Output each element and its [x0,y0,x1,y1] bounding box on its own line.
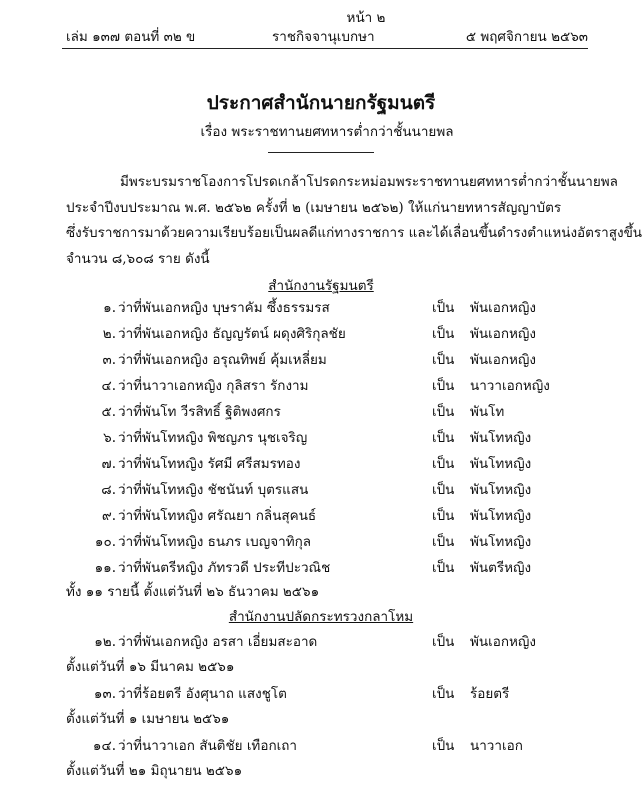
list-item [0,400,642,420]
list-item [0,682,642,702]
entry-rank: ร้อยตรี [470,686,510,702]
entry-number: ๑๔. [92,738,116,754]
entry-number: ๘. [101,482,116,498]
entry-effective-date: ตั้งแต่วันที่ ๑ เมษายน ๒๕๖๑ [66,711,230,727]
entry-rank: นาวาเอก [470,738,523,754]
entry-number: ๑๑. [94,560,116,576]
list-item [0,296,642,316]
entry-name: ว่าที่พันเอกหญิง บุษราคัม ซึ้งธรรมรส [118,300,330,316]
entry-number: ๖. [103,430,116,446]
header-gazette-name: ราชกิจจานุเบกษา [272,29,375,45]
entry-rank: พันเอกหญิง [470,352,537,368]
entry-name: ว่าที่พันโทหญิง ชัชนันท์ บุตรแสน [118,482,309,498]
entry-rank: พันเอกหญิง [470,326,537,342]
paragraph-line: จำนวน ๘,๖๐๘ ราย ดังนี้ [66,250,210,267]
entry-prefix: เป็น [432,686,455,702]
entry-name: ว่าที่นาวาเอก สันติชัย เทือกเถา [118,738,297,754]
entry-name: ว่าที่พันโทหญิง ธนภร เบญจาทิกุล [118,534,312,550]
section-heading: สำนักงานรัฐมนตรี [268,278,374,294]
entry-number: ๕. [101,404,116,420]
document-subject: เรื่อง พระราชทานยศทหารต่ำกว่าชั้นนายพล [200,124,454,140]
entry-prefix: เป็น [432,482,455,498]
page-number: หน้า ๒ [346,10,386,26]
entry-name: ว่าที่พันโทหญิง พิชญภร นุชเจริญ [118,430,308,446]
entry-rank: พันโท [470,404,505,420]
entry-prefix: เป็น [432,378,455,394]
header-volume: เล่ม ๑๓๗ ตอนที่ ๓๒ ข [66,29,196,45]
list-item [0,530,642,550]
entry-number: ๗. [101,456,116,472]
list-item [0,630,642,650]
list-item [0,556,642,576]
list-item [0,426,642,446]
entry-prefix: เป็น [432,300,455,316]
entry-rank: พันโทหญิง [470,534,532,550]
entry-effective-date: ตั้งแต่วันที่ ๒๑ มิถุนายน ๒๕๖๑ [66,763,243,779]
entry-prefix: เป็น [432,508,455,524]
entry-name: ว่าที่พันเอกหญิง อรุณทิพย์ คุ้มเหลี่ยม [118,352,327,368]
entry-effective-date: ตั้งแต่วันที่ ๑๖ มีนาคม ๒๕๖๑ [66,659,235,675]
entry-number: ๑๓. [93,686,116,702]
list-item [0,348,642,368]
paragraph-line: มีพระบรมราชโองการโปรดเกล้าโปรดกระหม่อมพระราชทานยศทหารต่ำกว่าชั้นนายพล [120,174,618,190]
entry-prefix: เป็น [432,352,455,368]
list-item [0,734,642,754]
entry-prefix: เป็น [432,534,455,550]
list-item [0,452,642,472]
entry-rank: พันโทหญิง [470,456,532,472]
entry-name: ว่าที่พันโทหญิง รัศมี ศรีสมรทอง [118,456,301,472]
entry-number: ๑๐. [94,534,116,550]
entry-name: ว่าที่นาวาเอกหญิง กุลิสรา รักงาม [118,378,309,394]
entry-number: ๑๒. [94,634,116,650]
entry-name: ว่าที่พันโทหญิง ศรัณยา กลิ่นสุคนธ์ [118,508,317,524]
entry-name: ว่าที่พันเอกหญิง ธัญญรัตน์ ผดุงศิริกุลชัย [118,326,346,342]
entry-prefix: เป็น [432,404,455,420]
header-date: ๕ พฤศจิกายน ๒๕๖๓ [465,29,588,45]
entry-rank: พันโทหญิง [470,508,532,524]
entry-number: ๑. [103,300,116,316]
entry-number: ๔. [101,378,116,394]
section-heading: สำนักงานปลัดกระทรวงกลาโหม [228,609,414,625]
entry-rank: พันเอกหญิง [470,300,537,316]
title-divider [268,152,374,153]
entry-number: ๒. [102,326,116,342]
entry-prefix: เป็น [432,326,455,342]
entry-prefix: เป็น [432,430,455,446]
entry-name: ว่าที่พันโท วีรสิทธิ์ ฐิติพงศกร [118,404,281,420]
document-title: ประกาศสำนักนายกรัฐมนตรี [206,92,436,114]
entry-prefix: เป็น [432,456,455,472]
entry-rank: พันตรีหญิง [470,560,532,576]
entry-number: ๙. [101,508,116,524]
section-effective-date: ทั้ง ๑๑ รายนี้ ตั้งแต่วันที่ ๒๖ ธันวาคม ๒๕๖๑ [66,584,320,600]
entry-prefix: เป็น [432,738,455,754]
paragraph-line: ประจำปีงบประมาณ พ.ศ. ๒๕๖๒ ครั้งที่ ๒ (เมษายน ๒๕๖๒) ให้แก่นายทหารสัญญาบัตร [66,199,562,216]
entry-rank: พันโทหญิง [470,430,532,446]
entry-rank: นาวาเอกหญิง [470,378,550,394]
list-item [0,322,642,342]
entry-prefix: เป็น [432,560,455,576]
intro-paragraph [66,170,642,272]
entry-name: ว่าที่ร้อยตรี อังศุนาถ แสงชูโต [118,686,287,702]
list-item [0,374,642,394]
list-item [0,478,642,498]
entry-prefix: เป็น [432,634,455,650]
paragraph-line: ซึ่งรับราชการมาด้วยความเรียบร้อยเป็นผลดีแก่ทางราชการ และได้เลื่อนขึ้นดำรงตำแหน่งอัตราสูงขึ้น [66,225,642,241]
list-item [0,504,642,524]
entry-number: ๓. [102,352,116,368]
entry-rank: พันเอกหญิง [470,634,537,650]
header-divider [62,48,588,49]
entry-name: ว่าที่พันเอกหญิง อรสา เอี่ยมสะอาด [118,634,318,650]
entry-rank: พันโทหญิง [470,482,532,498]
entry-name: ว่าที่พันตรีหญิง ภัทรวดี ประทีปะวณิช [118,560,331,576]
